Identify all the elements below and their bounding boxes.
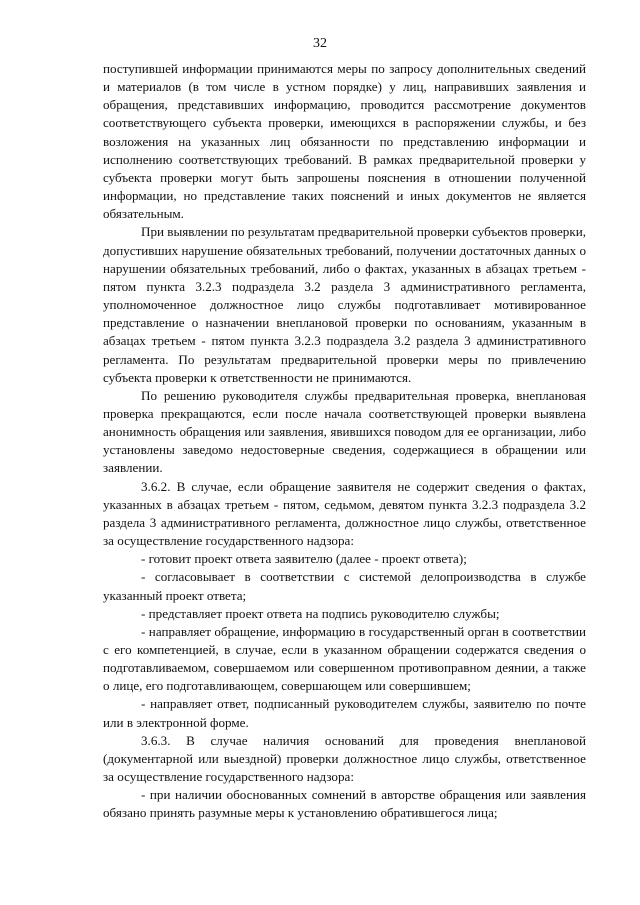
list-item-send-reply: - направляет ответ, подписанный руководителем службы, заявителю по почте или в электронной форме.	[103, 696, 586, 730]
paragraph-check-termination: По решению руководителя службы предварительная проверка, внеплановая проверка прекращаются, если после начала соответствующей проверки выявлена анонимность обращения или заявления, явившихся поводом для ее организации, либо установлены заведомо недостоверные сведения, содержащиеся в обращении или заявлении.	[103, 387, 586, 476]
paragraph-continuation: поступившей информации принимаются меры по запросу дополнительных сведений и материалов (в том числе в устном порядке) у лиц, направивших заявления и обращения, представивших информацию, проводится рассмотрение документов соответствующего субъекта проверки, имеющихся в распоряжении службы, и без возложения на указанных лиц обязанности по представлению информации и исполнению соответствующих требований. В рамках предварительной проверки у субъекта проверки могут быть запрошены пояснения в отношении полученной информации, но представление таких пояснений и иных документов не является обязательным.	[103, 61, 586, 222]
paragraph-3-6-3: 3.6.3. В случае наличия оснований для проведения внеплановой (документарной или выездной) проверки должностное лицо службы, ответственное за осуществление государственного надзора:	[103, 732, 586, 785]
list-item-prepare-reply: - готовит проект ответа заявителю (далее - проект ответа);	[141, 551, 467, 567]
list-item-approve-reply: - согласовывает в соответствии с системой делопроизводства в службе указанный проект ответа;	[103, 569, 586, 603]
page-number: 32	[313, 36, 327, 51]
paragraph-3-6-2: 3.6.2. В случае, если обращение заявителя не содержит сведения о фактах, указанных в абзацах третьем - пятом, седьмом, девятом пункта 3.2.3 подраздела 3.2 раздела 3 административного регламента, должностное лицо службы, ответственное за осуществление государственного надзора:	[103, 478, 586, 549]
list-item-submit-for-signature: - представляет проект ответа на подпись руководителю службы;	[141, 605, 500, 621]
list-item-forward-appeal: - направляет обращение, информацию в государственный орган в соответствии с его компетенцией, в случае, если в указанном обращении содержатся сведения о подготавливаемом, совершаемом или совершенном противоправном деянии, а также о лице, его подготавливающем, совершающем или совершившем;	[103, 623, 586, 694]
list-item-establish-author: - при наличии обоснованных сомнений в авторстве обращения или заявления обязано принять разумные меры к установлению обратившегося лица;	[103, 787, 586, 821]
paragraph-preliminary-check-results: При выявлении по результатам предварительной проверки субъектов проверки, допустивших нарушение обязательных требований, получении достаточных данных о нарушении обязательных требований, либо о фактах, указанных в абзацах третьем - пятом пункта 3.2.3 подраздела 3.2 раздела 3 административного регламента, уполномоченное должностное лицо службы подготавливает мотивированное представление о назначении внеплановой проверки по основаниям, указанным в абзацах третьем - пятом пункта 3.2.3 подраздела 3.2 раздела 3 административного регламента. По результатам предварительной проверки меры по привлечению субъекта проверки к ответственности не принимаются.	[103, 224, 586, 385]
document-body	[103, 60, 586, 823]
